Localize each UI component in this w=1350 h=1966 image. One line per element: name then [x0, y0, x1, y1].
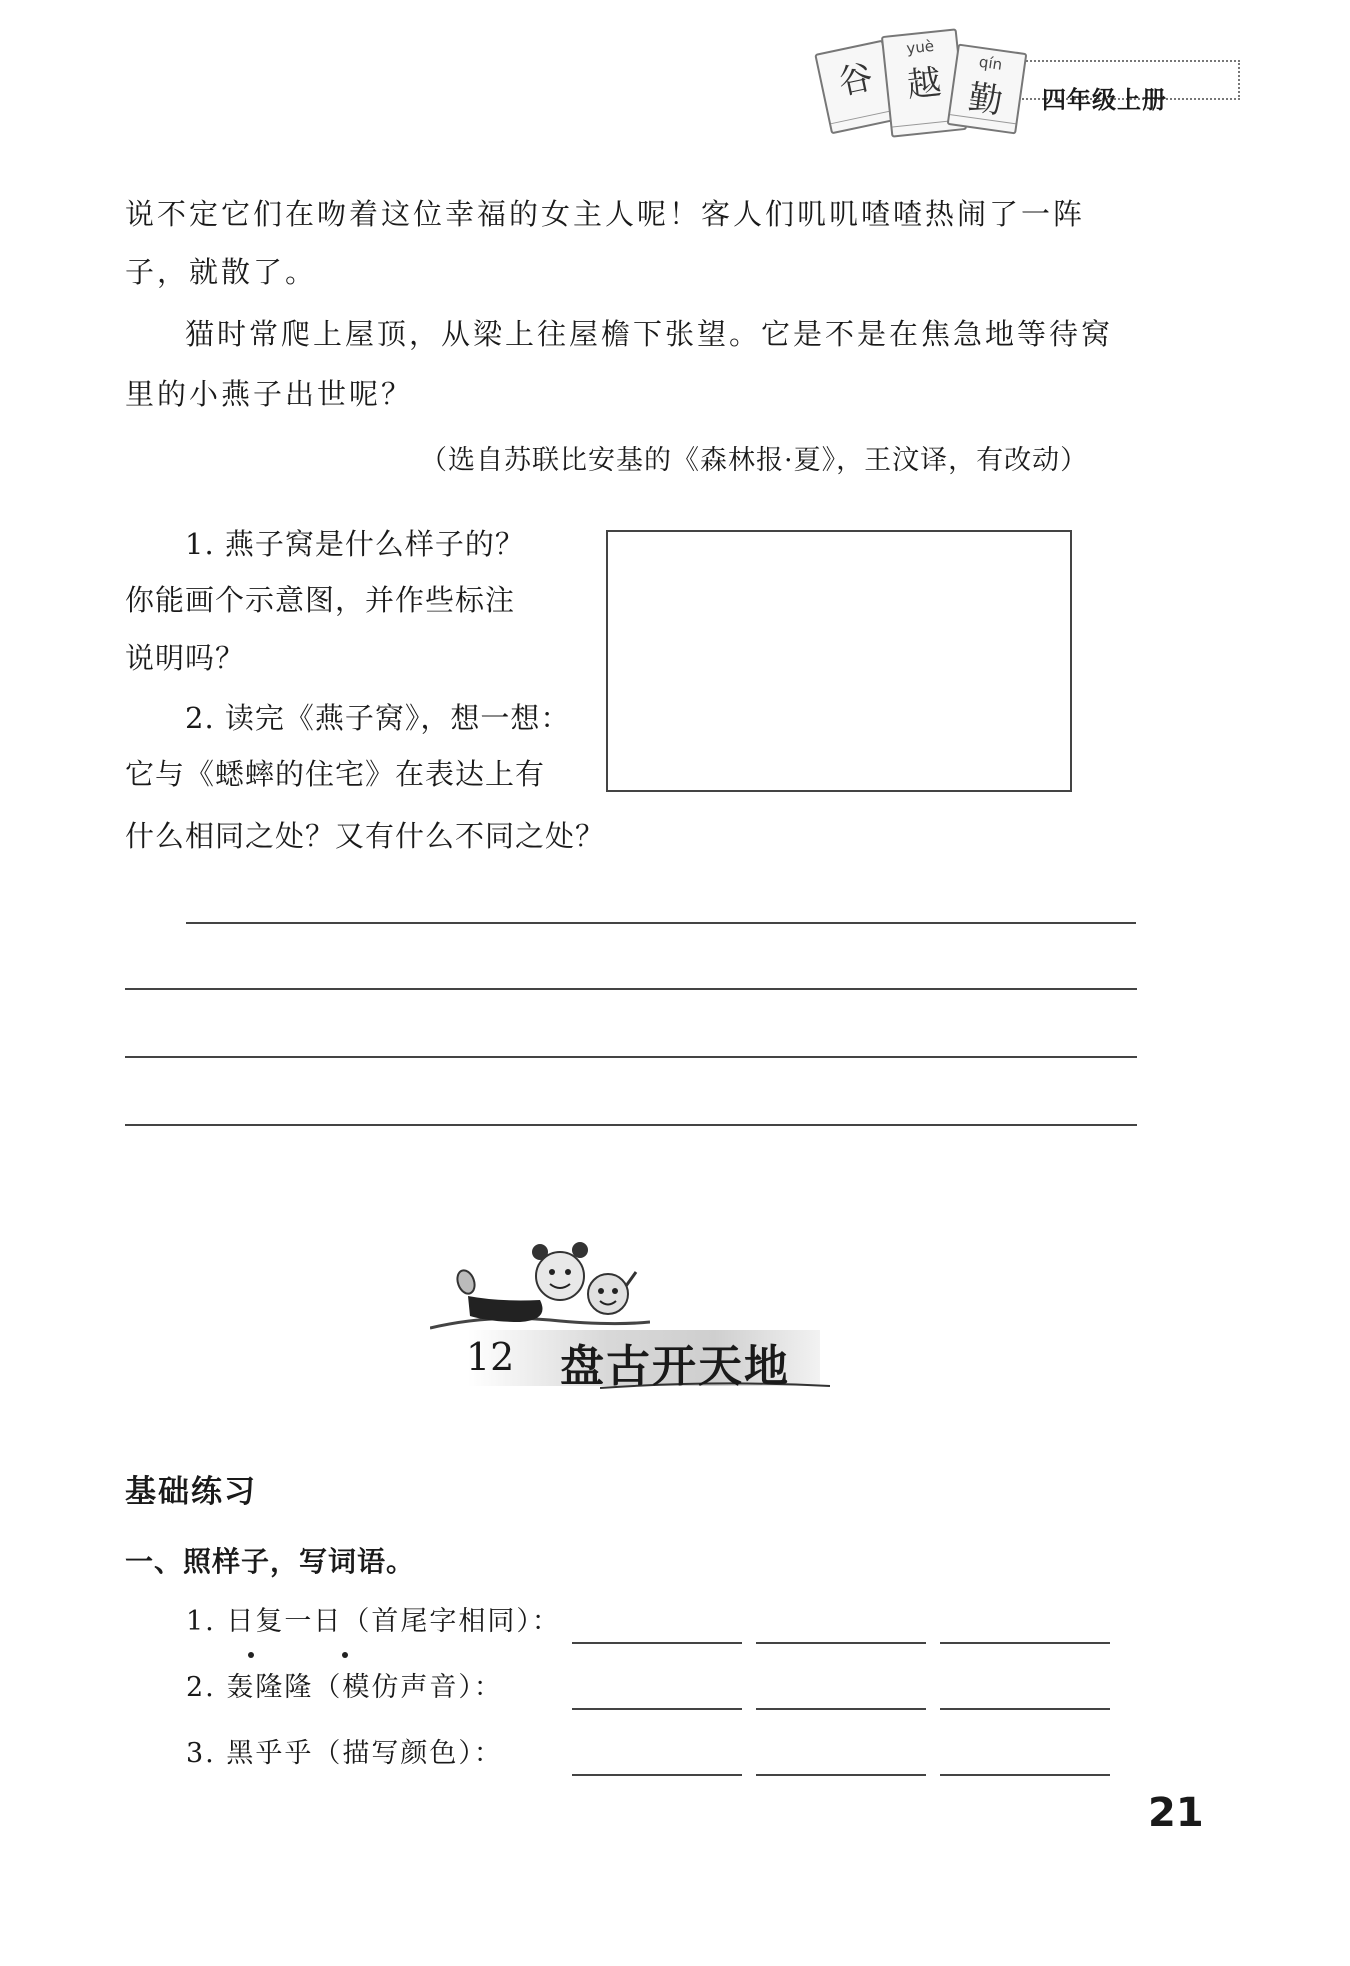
- card-char: 谷: [834, 57, 877, 104]
- exercise-item-label: 2. 轰隆隆（模仿声音）：: [186, 1672, 503, 1703]
- q1-line: 你能画个示意图，并作些标注: [125, 583, 516, 617]
- card-char: 越: [905, 62, 944, 106]
- answer-blank[interactable]: [940, 1774, 1110, 1776]
- answer-blank[interactable]: [940, 1642, 1110, 1644]
- exercise-item-label: 3. 黑乎乎（描写颜色）：: [186, 1738, 503, 1769]
- answer-blank[interactable]: [756, 1774, 926, 1776]
- q2-line: 什么相同之处？又有什么不同之处？: [125, 819, 606, 853]
- answer-blank[interactable]: [756, 1642, 926, 1644]
- chapter-title: 盘古开天地: [560, 1341, 790, 1392]
- exercise-item-label: 1. 日复一日（首尾字相同）：: [186, 1606, 561, 1637]
- passage-line: 猫时常爬上屋顶，从梁上往屋檐下张望。它是不是在焦急地等待窝: [185, 317, 1114, 351]
- page-number: 21: [1148, 1790, 1204, 1836]
- emphasis-dot: [248, 1652, 254, 1658]
- q2-line: 2. 读完《燕子窝》，想一想：: [185, 701, 571, 735]
- answer-line[interactable]: [186, 922, 1136, 924]
- answer-blank[interactable]: [572, 1708, 742, 1710]
- children-illustration: [430, 1236, 650, 1336]
- answer-line[interactable]: [125, 1124, 1137, 1126]
- answer-blank[interactable]: [940, 1708, 1110, 1710]
- answer-blank[interactable]: [756, 1708, 926, 1710]
- card-char: 勤: [965, 77, 1006, 123]
- question-title: 一、照样子，写词语。: [125, 1545, 416, 1578]
- section-title: 基础练习: [125, 1474, 257, 1510]
- answer-blank[interactable]: [572, 1642, 742, 1644]
- passage-source: （选自苏联比安基的《森林报·夏》，王汶译，有改动）: [420, 445, 1089, 476]
- passage-line: 子，就散了。: [125, 255, 318, 289]
- card-pinyin: yuè: [905, 36, 935, 58]
- grade-label: 四年级上册: [1042, 85, 1167, 114]
- answer-line[interactable]: [125, 1056, 1137, 1058]
- answer-line[interactable]: [125, 988, 1137, 990]
- passage-line: 里的小燕子出世呢？: [125, 377, 414, 411]
- answer-blank[interactable]: [572, 1774, 742, 1776]
- q1-line: 1. 燕子窝是什么样子的？: [185, 527, 525, 561]
- emphasis-dot: [342, 1652, 348, 1658]
- card-pinyin: qín: [977, 52, 1004, 74]
- q1-line: 说明吗？: [125, 641, 246, 675]
- q2-line: 它与《蟋蟀的住宅》在表达上有: [125, 757, 546, 791]
- chapter-number: 12: [466, 1335, 515, 1379]
- passage-line: 说不定它们在吻着这位幸福的女主人呢！客人们叽叽喳喳热闹了一阵: [125, 197, 1086, 231]
- drawing-answer-box[interactable]: [606, 530, 1072, 792]
- header-card-3: [947, 44, 1028, 135]
